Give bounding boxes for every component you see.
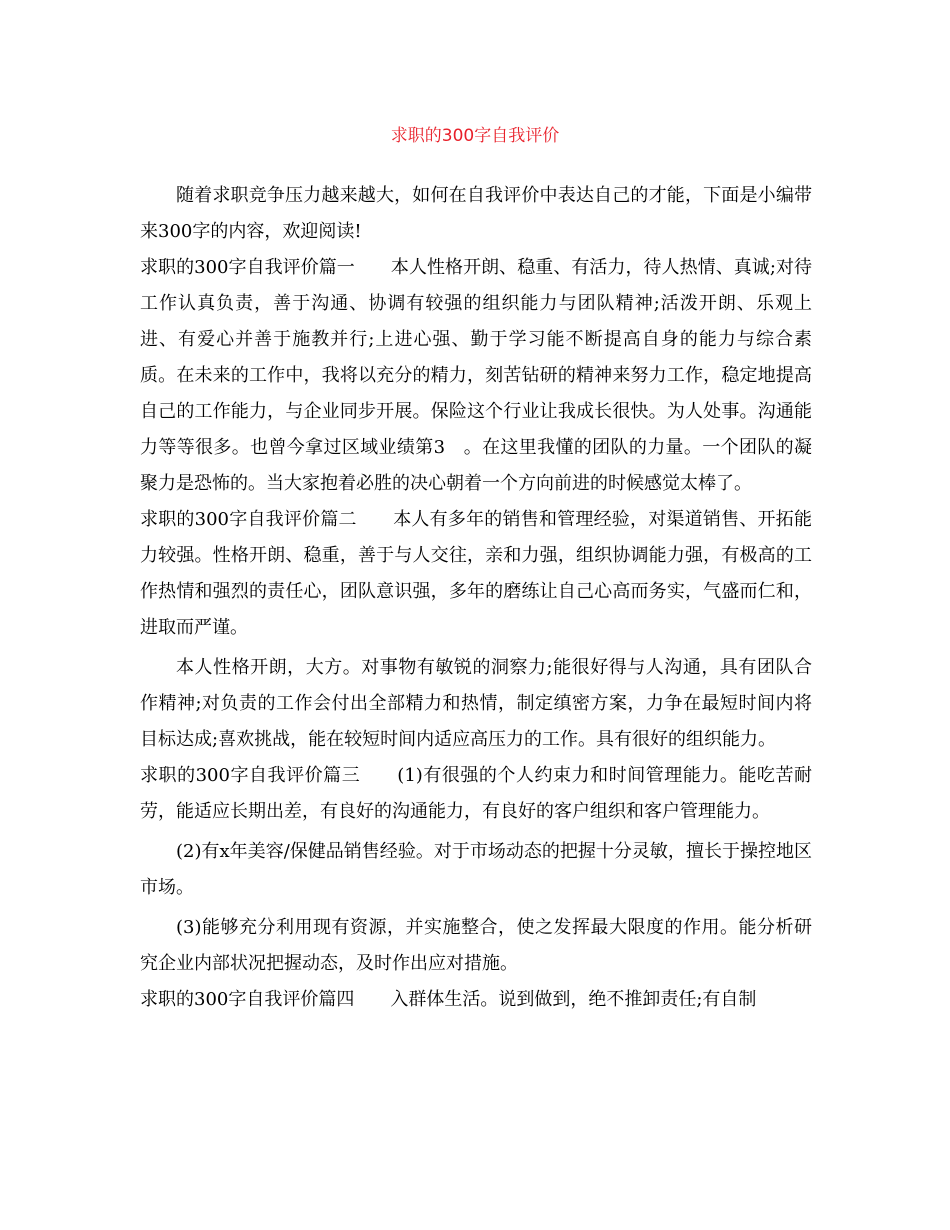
document-title: 求职的300字自我评价 bbox=[390, 126, 560, 146]
section-three-paragraph: 求职的300字自我评价篇三 (1)有很强的个人约束力和时间管理能力。能吃苦耐劳，能适应长期出差，有良好的沟通能力，有良好的客户组织和客户管理能力。 bbox=[140, 765, 812, 822]
section-two-paragraph: 求职的300字自我评价篇二 本人有多年的销售和管理经验，对渠道销售、开拓能力较强。性格开朗、稳重，善于与人交往，亲和力强，组织协调能力强，有极高的工作热情和强烈的责任心，团队意识强，多年的磨练让自己心高而务实，气盛而仁和，进取而严谨。 bbox=[140, 509, 812, 638]
section-three-point-two: (2)有x年美容/保健品销售经验。对于市场动态的把握十分灵敏，擅长于操控地区市场。 bbox=[140, 841, 812, 898]
document-body bbox=[140, 178, 812, 1018]
section-three-point-three: (3)能够充分利用现有资源，并实施整合，使之发挥最大限度的作用。能分析研究企业内部状况把握动态，及时作出应对措施。 bbox=[140, 917, 812, 974]
section-one-paragraph: 求职的300字自我评价篇一 本人性格开朗、稳重、有活力，待人热情、真诚;对待工作认真负责，善于沟通、协调有较强的组织能力与团队精神;活泼开朗、乐观上进、有爱心并善于施教并行;上进心强、勤于学习能不断提高自身的能力与综合素质。在未来的工作中，我将以充分的精力，刻苦钻研的精神来努力工作，稳定地提高自己的工作能力，与企业同步开展。保险这个行业让我成长很快。为人处事。沟通能力等等很多。也曾今拿过区域业绩第3 。在这里我懂的团队的力量。一个团队的凝聚力是恐怖的。当大家抱着必胜的决心朝着一个方向前进的时候感觉太棒了。 bbox=[140, 257, 812, 494]
intro-paragraph: 随着求职竞争压力越来越大，如何在自我评价中表达自己的才能，下面是小编带来300字的内容，欢迎阅读! bbox=[140, 185, 812, 242]
section-two-extra-paragraph: 本人性格开朗，大方。对事物有敏锐的洞察力;能很好得与人沟通，具有团队合作精神;对负责的工作会付出全部精力和热情，制定缜密方案，力争在最短时间内将目标达成;喜欢挑战，能在较短时间内适应高压力的工作。具有很好的组织能力。 bbox=[140, 657, 812, 750]
section-four-paragraph: 求职的300字自我评价篇四 入群体生活。说到做到，绝不推卸责任;有自制 bbox=[140, 989, 757, 1010]
